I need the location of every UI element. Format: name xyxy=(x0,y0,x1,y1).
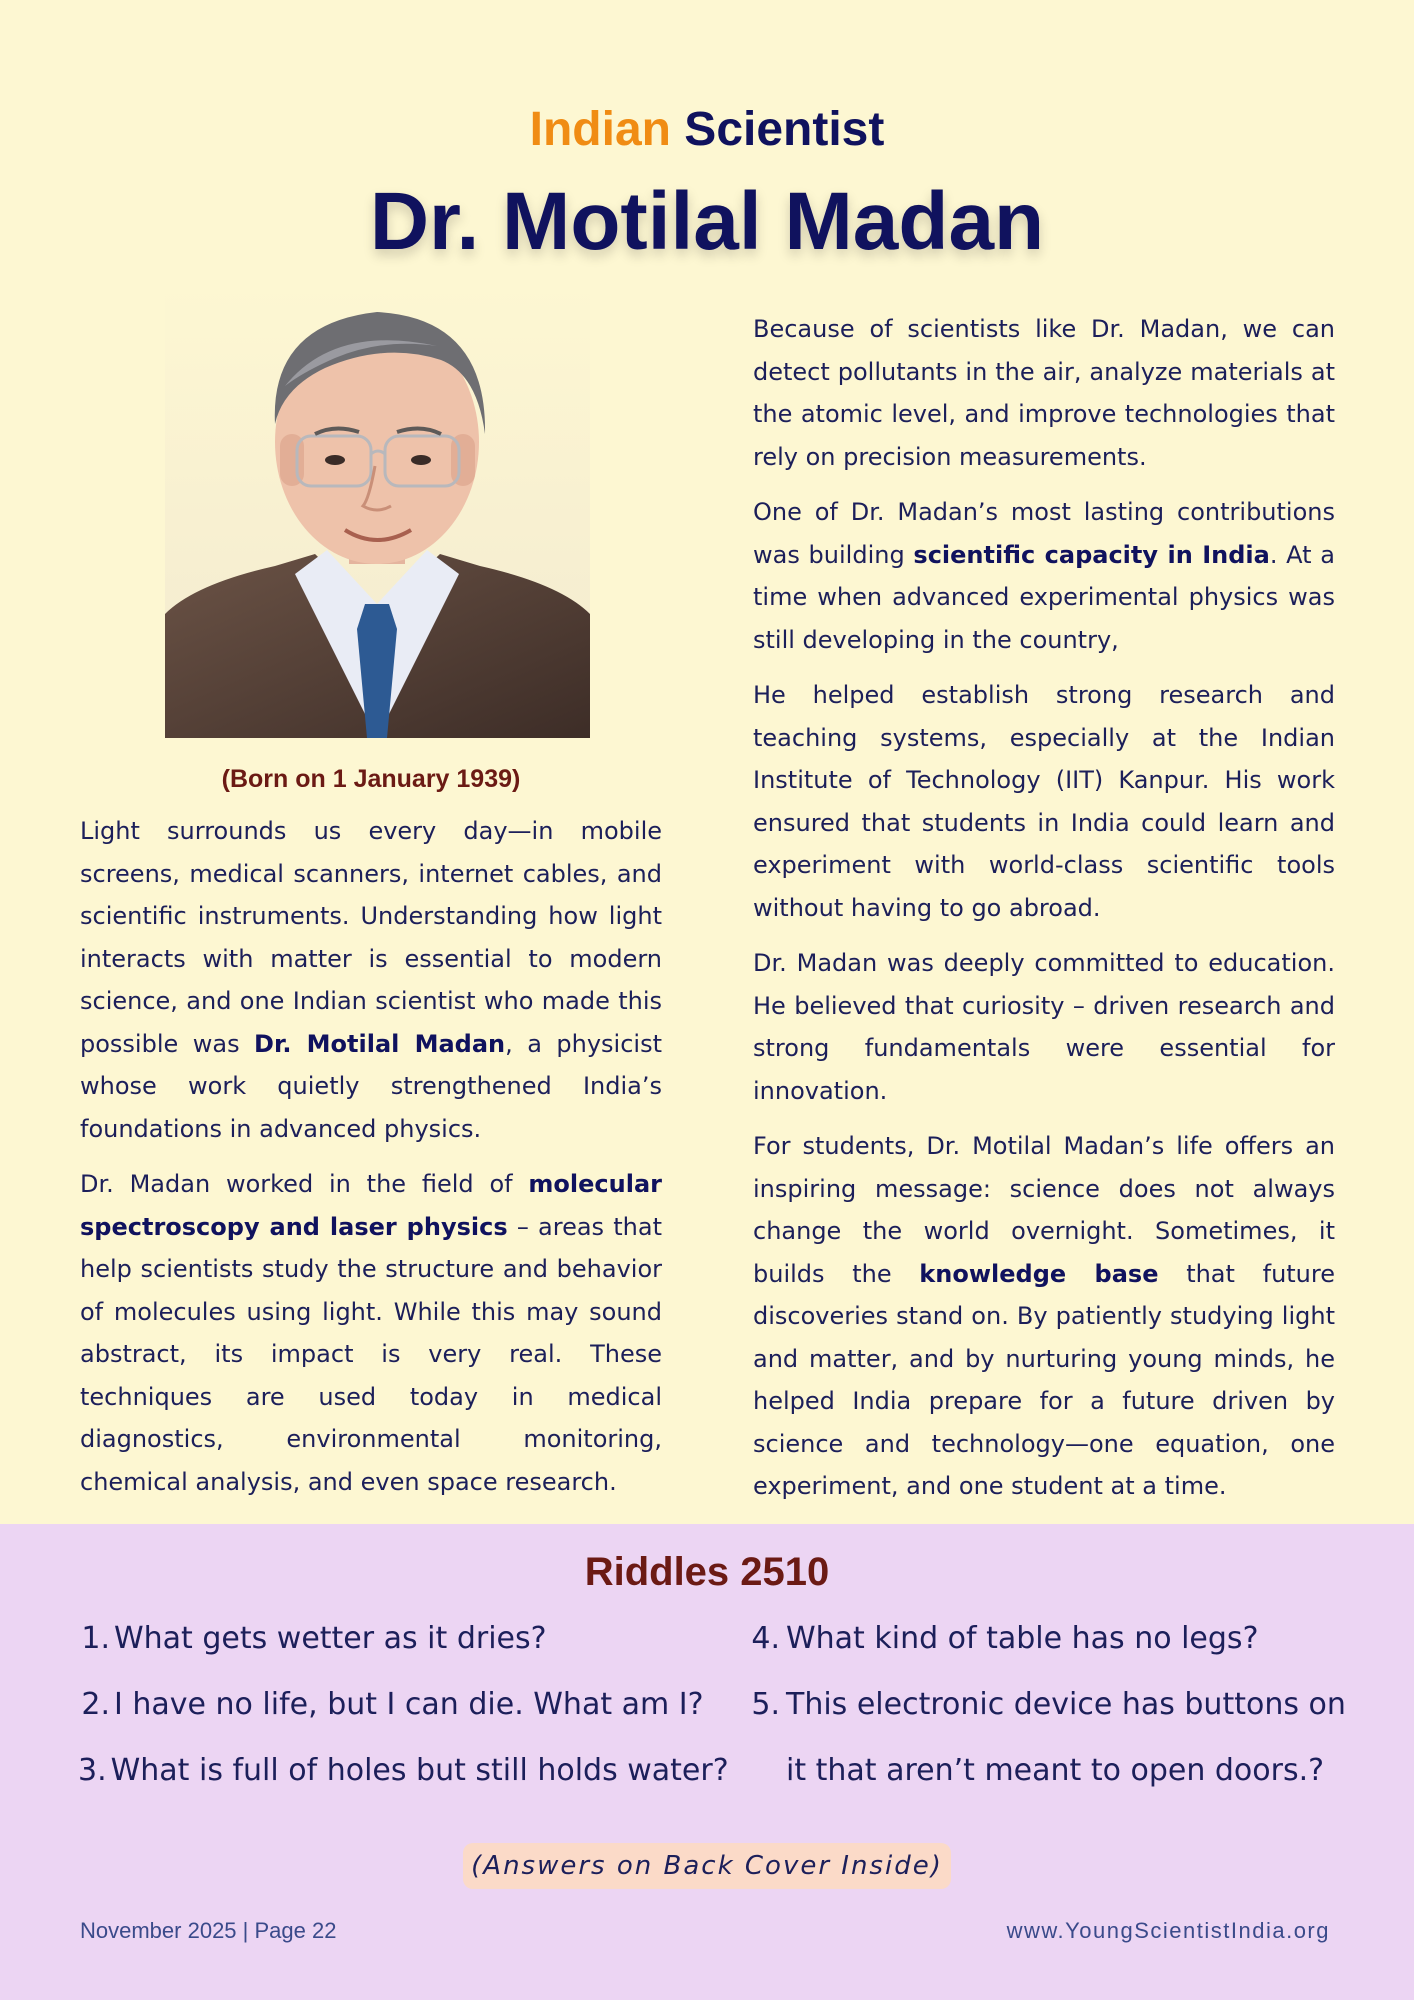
riddles-title: Riddles 2510 xyxy=(584,1550,830,1594)
left-paragraph-1: Light surrounds us every day—in mobile screens, medical scanners, internet cables, and scientific instruments. Understanding how light interacts with matter is essential to modern science, and one Indian scientist who made this possible was Dr. Motilal Madan, a physicist whose work quietly strengthened India’s foundations in advanced physics. xyxy=(80,817,662,1143)
kicker xyxy=(0,100,1414,160)
riddle-item-continuation: it that aren’t meant to open doors.? xyxy=(786,1753,1325,1788)
birth-caption: (Born on 1 January 1939) xyxy=(221,765,521,793)
highlight-name: Dr. Motilal Madan xyxy=(254,1029,506,1058)
right-paragraph-4: Dr. Madan was deeply committed to education. He believed that curiosity – driven research and strong fundamentals were essential for innovation. xyxy=(753,949,1335,1105)
riddle-item: 5. This electronic device has buttons on xyxy=(751,1687,1346,1722)
riddle-item: 1. What gets wetter as it dries? xyxy=(81,1621,547,1656)
kicker-indian: Indian xyxy=(529,103,671,156)
portrait-illustration xyxy=(165,284,590,738)
right-paragraph-2: One of Dr. Madan’s most lasting contributions was building scientific capacity in India. At a time when advanced experimental physics was still developing in the country, xyxy=(753,498,1336,654)
riddles-left-list xyxy=(78,1606,729,1804)
right-paragraph-1: Because of scientists like Dr. Madan, we can detect pollutants in the air, analyze materials at the atomic level, and improve technologies that rely on precision measurements. xyxy=(753,315,1335,471)
left-column xyxy=(80,810,662,1516)
right-column xyxy=(753,308,1335,1521)
kicker-scientist: Scientist xyxy=(684,103,885,156)
highlight-field: molecular spectroscopy and laser physics xyxy=(80,1170,662,1241)
left-paragraph-2: Dr. Madan worked in the field of molecular spectroscopy and laser physics – areas that help scientists study the structure and behavior of molecules using light. While this may sound abstract, its impact is very real. These techniques are used today in medical diagnostics, environmental monitoring, chemical analysis, and even space research. xyxy=(80,1170,662,1496)
answers-note: (Answers on Back Cover Inside) xyxy=(463,1843,951,1889)
riddle-item: 4. What kind of table has no legs? xyxy=(751,1621,1259,1656)
page-title: Dr. Motilal Madan xyxy=(369,176,1045,267)
footer-website-link[interactable]: www.YoungScientistIndia.org xyxy=(1006,1918,1330,1943)
right-paragraph-3: He helped establish strong research and teaching systems, especially at the Indian Institute of Technology (IIT) Kanpur. His work ensured that students in India could learn and experiment with world-class scientific tools without having to go abroad. xyxy=(753,681,1335,922)
footer-date-page: November 2025 | Page 22 xyxy=(80,1918,337,1943)
highlight-capacity: scientific capacity in India xyxy=(913,540,1270,569)
riddle-item: 2. I have no life, but I can die. What am I? xyxy=(81,1687,704,1722)
riddles-right-list xyxy=(750,1606,1370,1804)
portrait-photo xyxy=(165,284,590,738)
right-paragraph-5: For students, Dr. Motilal Madan’s life offers an inspiring message: science does not always change the world overnight. Sometimes, it builds the knowledge base that future discoveries stand on. By patiently studying light and matter, and by nurturing young minds, he helped India prepare for a future driven by science and technology—one equation, one experiment, and one student at a time. xyxy=(753,1132,1336,1500)
riddle-item: 3. What is full of holes but still holds water? xyxy=(78,1753,729,1788)
highlight-knowledge: knowledge base xyxy=(919,1259,1159,1288)
